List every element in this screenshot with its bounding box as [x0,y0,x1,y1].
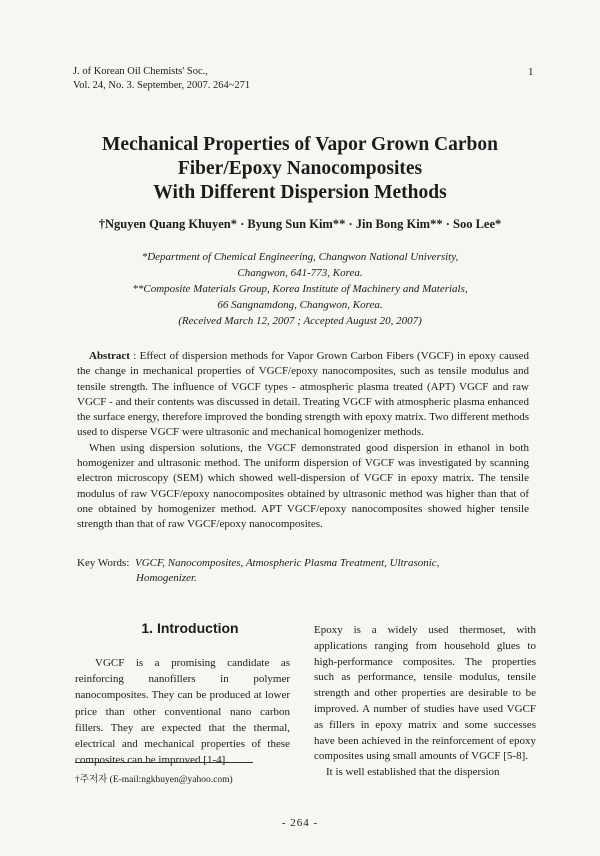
right-column [314,623,536,781]
affiliation-1-line-1: *Department of Chemical Engineering, Changwon National University, [141,251,459,263]
keywords [77,556,529,587]
abstract-text-1: : Effect of dispersion methods for Vapor Grown Carbon Fibers (VGCF) in epoxy caused the change in mechanical properties of VGCF/epoxy nanocomposites, such as tensile modulus and tensile strength. The influence of VGCF types - atmospheric plasma treated (APT) VGCF and raw VGCF - and their contents was discussed in detail. Treating VGCF with atmospheric plasma enhanced the surface energy, therefore improved the bonding strength with epoxy matrix. Two different methods used to disperse VGCF were ultrasonic and mechanical homogenizer methods. [77,350,529,439]
journal-volume: Vol. 24, No. 3. September, 2007. 264~271 [73,80,251,91]
left-column [75,655,290,768]
affiliation-2-line-2: 66 Sangnamdong, Changwon, Korea. [217,299,383,311]
received-date: (Received March 12, 2007 ; Accepted August 20, 2007) [178,315,422,327]
author-list: †Nguyen Quang Khuyen* · Byung Sun Kim** · Jin Bong Kim** · Soo Lee* [98,217,502,231]
affiliation-1-line-2: Changwon, 641-773, Korea. [237,267,363,279]
title-line-1: Mechanical Properties of Vapor Grown Carbon [102,134,498,155]
affiliation-2-line-1: **Composite Materials Group, Korea Institute of Machinery and Materials, [132,283,468,295]
abstract [77,349,529,533]
journal-citation [73,65,250,93]
title-line-3: With Different Dispersion Methods [153,182,447,203]
footnote-email: †주저자 (E-mail:ngkhuyen@yahoo.com) [75,775,233,785]
affiliations [0,249,600,329]
keywords-line-1: VGCF, Nanocomposites, Atmospheric Plasma Treatment, Ultrasonic, [135,557,440,569]
keywords-label: Key Words: [77,557,130,569]
intro-paragraph-2: Epoxy is a widely used thermoset, with applications ranging from household glues to high-performance composites. The properties such as performance, tensile modulus, tensile strength and other properties are desirable to be improved. A number of studies have used VGCF as fillers in epoxy matrix and some successes have been achieved in the reinforcement of epoxy composites using small amounts of VGCF [5-8]. [314,624,536,763]
abstract-paragraph-1 [77,349,529,441]
title-line-2: Fiber/Epoxy Nanocomposites [177,158,423,179]
footnote-divider [75,762,253,763]
intro-paragraph-1: VGCF is a promising candidate as reinforcing nanofillers in polymer nanocomposites. They can be produced at lower price than other conventional nano carbon fillers. They are expected that the thermal, electrical and mechanical properties of these composites can be improved [1-4]. [75,657,290,767]
paper-title [0,133,600,205]
abstract-paragraph-2: When using dispersion solutions, the VGCF demonstrated good dispersion in ethanol in both homogenizer and ultrasonic method. The uniform dispersion of VGCF was investigated by scanning electron microscopy (SEM) which showed well-dispersion of VGCF in epoxy matrix. The tensile modulus of raw VGCF/epoxy nanocomposites obtained by ultrasonic method was higher than that of one obtained by homogenizer method. APT VGCF/epoxy nanocomposites showed higher tensile strength than that of raw VGCF/epoxy nanocomposites. [77,441,529,531]
section-heading: 1. Introduction [141,620,239,636]
page-number: - 264 - [281,817,319,829]
intro-paragraph-3: It is well established that the dispersion [326,766,500,779]
abstract-label: Abstract [89,350,130,362]
journal-name: J. of Korean Oil Chemists' Soc., [73,66,208,77]
top-page-number: 1 [528,66,534,78]
keywords-line-2: Homogenizer. [136,572,197,585]
